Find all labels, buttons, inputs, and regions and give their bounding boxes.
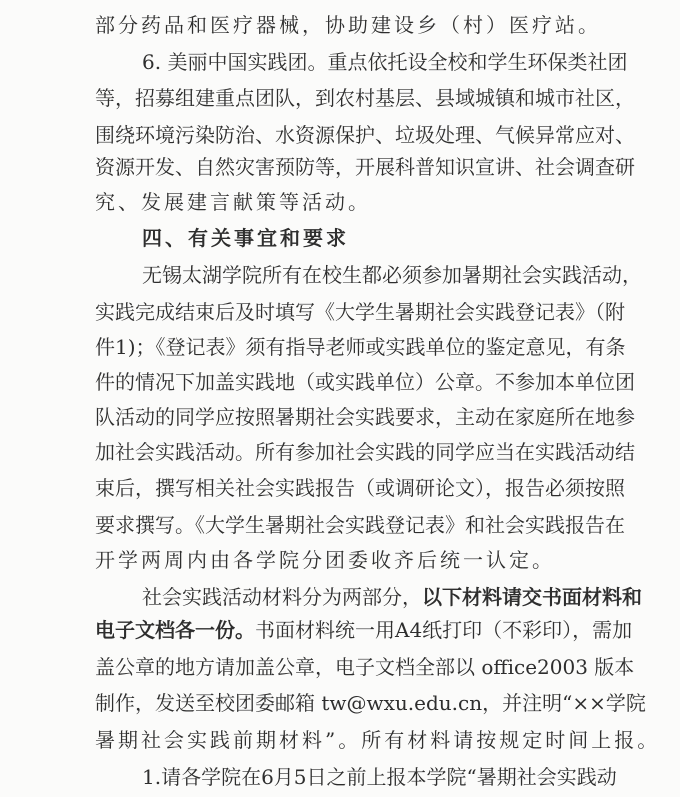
text-line	[95, 513, 625, 537]
text-line	[95, 618, 633, 642]
section-heading	[142, 226, 521, 250]
text-line	[142, 50, 628, 74]
text-line	[95, 190, 521, 214]
text-line	[142, 765, 617, 789]
line-text: 束后，撰写相关社会实践报告（或调研论文），报告必须按照	[95, 476, 625, 500]
line-text: 书面材料统一用A4纸打印（不彩印），需加	[255, 618, 633, 642]
text-line	[95, 13, 601, 37]
line-text: 资源开发、自然灾害预防等，开展科普知识宣讲、社会调查研	[95, 155, 635, 179]
line-text: 制作，发送至校团委邮箱 tw@wxu.edu.cn，并注明“××学院	[95, 691, 646, 715]
text-line	[95, 155, 635, 179]
text-line	[95, 86, 635, 110]
line-text: 6. 美丽中国实践团。重点依托设全校和学生环保类社团	[142, 50, 628, 74]
text-line	[95, 440, 635, 464]
line-text: 实践完成结束后及时填写《大学生暑期社会实践登记表》（附	[95, 300, 625, 324]
line-text: 四、有关事宜和要求	[142, 226, 349, 250]
text-line	[95, 548, 555, 572]
line-text: 究、发展建言献策等活动。	[95, 190, 371, 214]
text-line	[95, 691, 646, 715]
line-text: 部分药品和医疗器械，协助建设乡（村）医疗站。	[95, 13, 601, 37]
text-line	[95, 335, 626, 359]
text-line	[95, 370, 635, 394]
line-text: 盖公章的地方请加盖公章，电子文档全部以 office2003 版本	[95, 655, 635, 679]
line-text: 件的情况下加盖实践地（或实践单位）公章。不参加本单位团	[95, 370, 635, 394]
line-text: 件1)；《登记表》须有指导老师或实践单位的鉴定意见，有条	[95, 335, 626, 359]
text-line	[95, 476, 625, 500]
bold-text: 电子文档各一份。	[95, 618, 255, 642]
text-line	[95, 728, 661, 752]
line-text: 等，招募组建重点团队，到农村基层、县域城镇和城市社区，	[95, 86, 635, 110]
text-line	[142, 585, 642, 609]
line-text: 社会实践活动材料分为两部分，	[142, 585, 422, 609]
text-line	[95, 655, 635, 679]
line-text: 围绕环境污染防治、水资源保护、垃圾处理、气候异常应对、	[95, 123, 635, 147]
line-text: 队活动的同学应按照暑期社会实践要求，主动在家庭所在地参	[95, 405, 635, 429]
line-text: 加社会实践活动。所有参加社会实践的同学应当在实践活动结	[95, 440, 635, 464]
text-line	[95, 300, 625, 324]
text-line	[95, 123, 635, 147]
text-line	[142, 263, 642, 287]
text-line	[95, 405, 635, 429]
line-text: 暑期社会实践前期材料”。所有材料请按规定时间上报。	[95, 728, 661, 752]
bold-text: 以下材料请交书面材料和	[422, 585, 642, 609]
line-text: 无锡太湖学院所有在校生都必须参加暑期社会实践活动，	[142, 263, 642, 287]
line-text: 1.请各学院在6月5日之前上报本学院“暑期社会实践动	[142, 765, 617, 789]
line-text: 要求撰写。《大学生暑期社会实践登记表》和社会实践报告在	[95, 513, 625, 537]
line-text: 开学两周内由各学院分团委收齐后统一认定。	[95, 548, 555, 572]
